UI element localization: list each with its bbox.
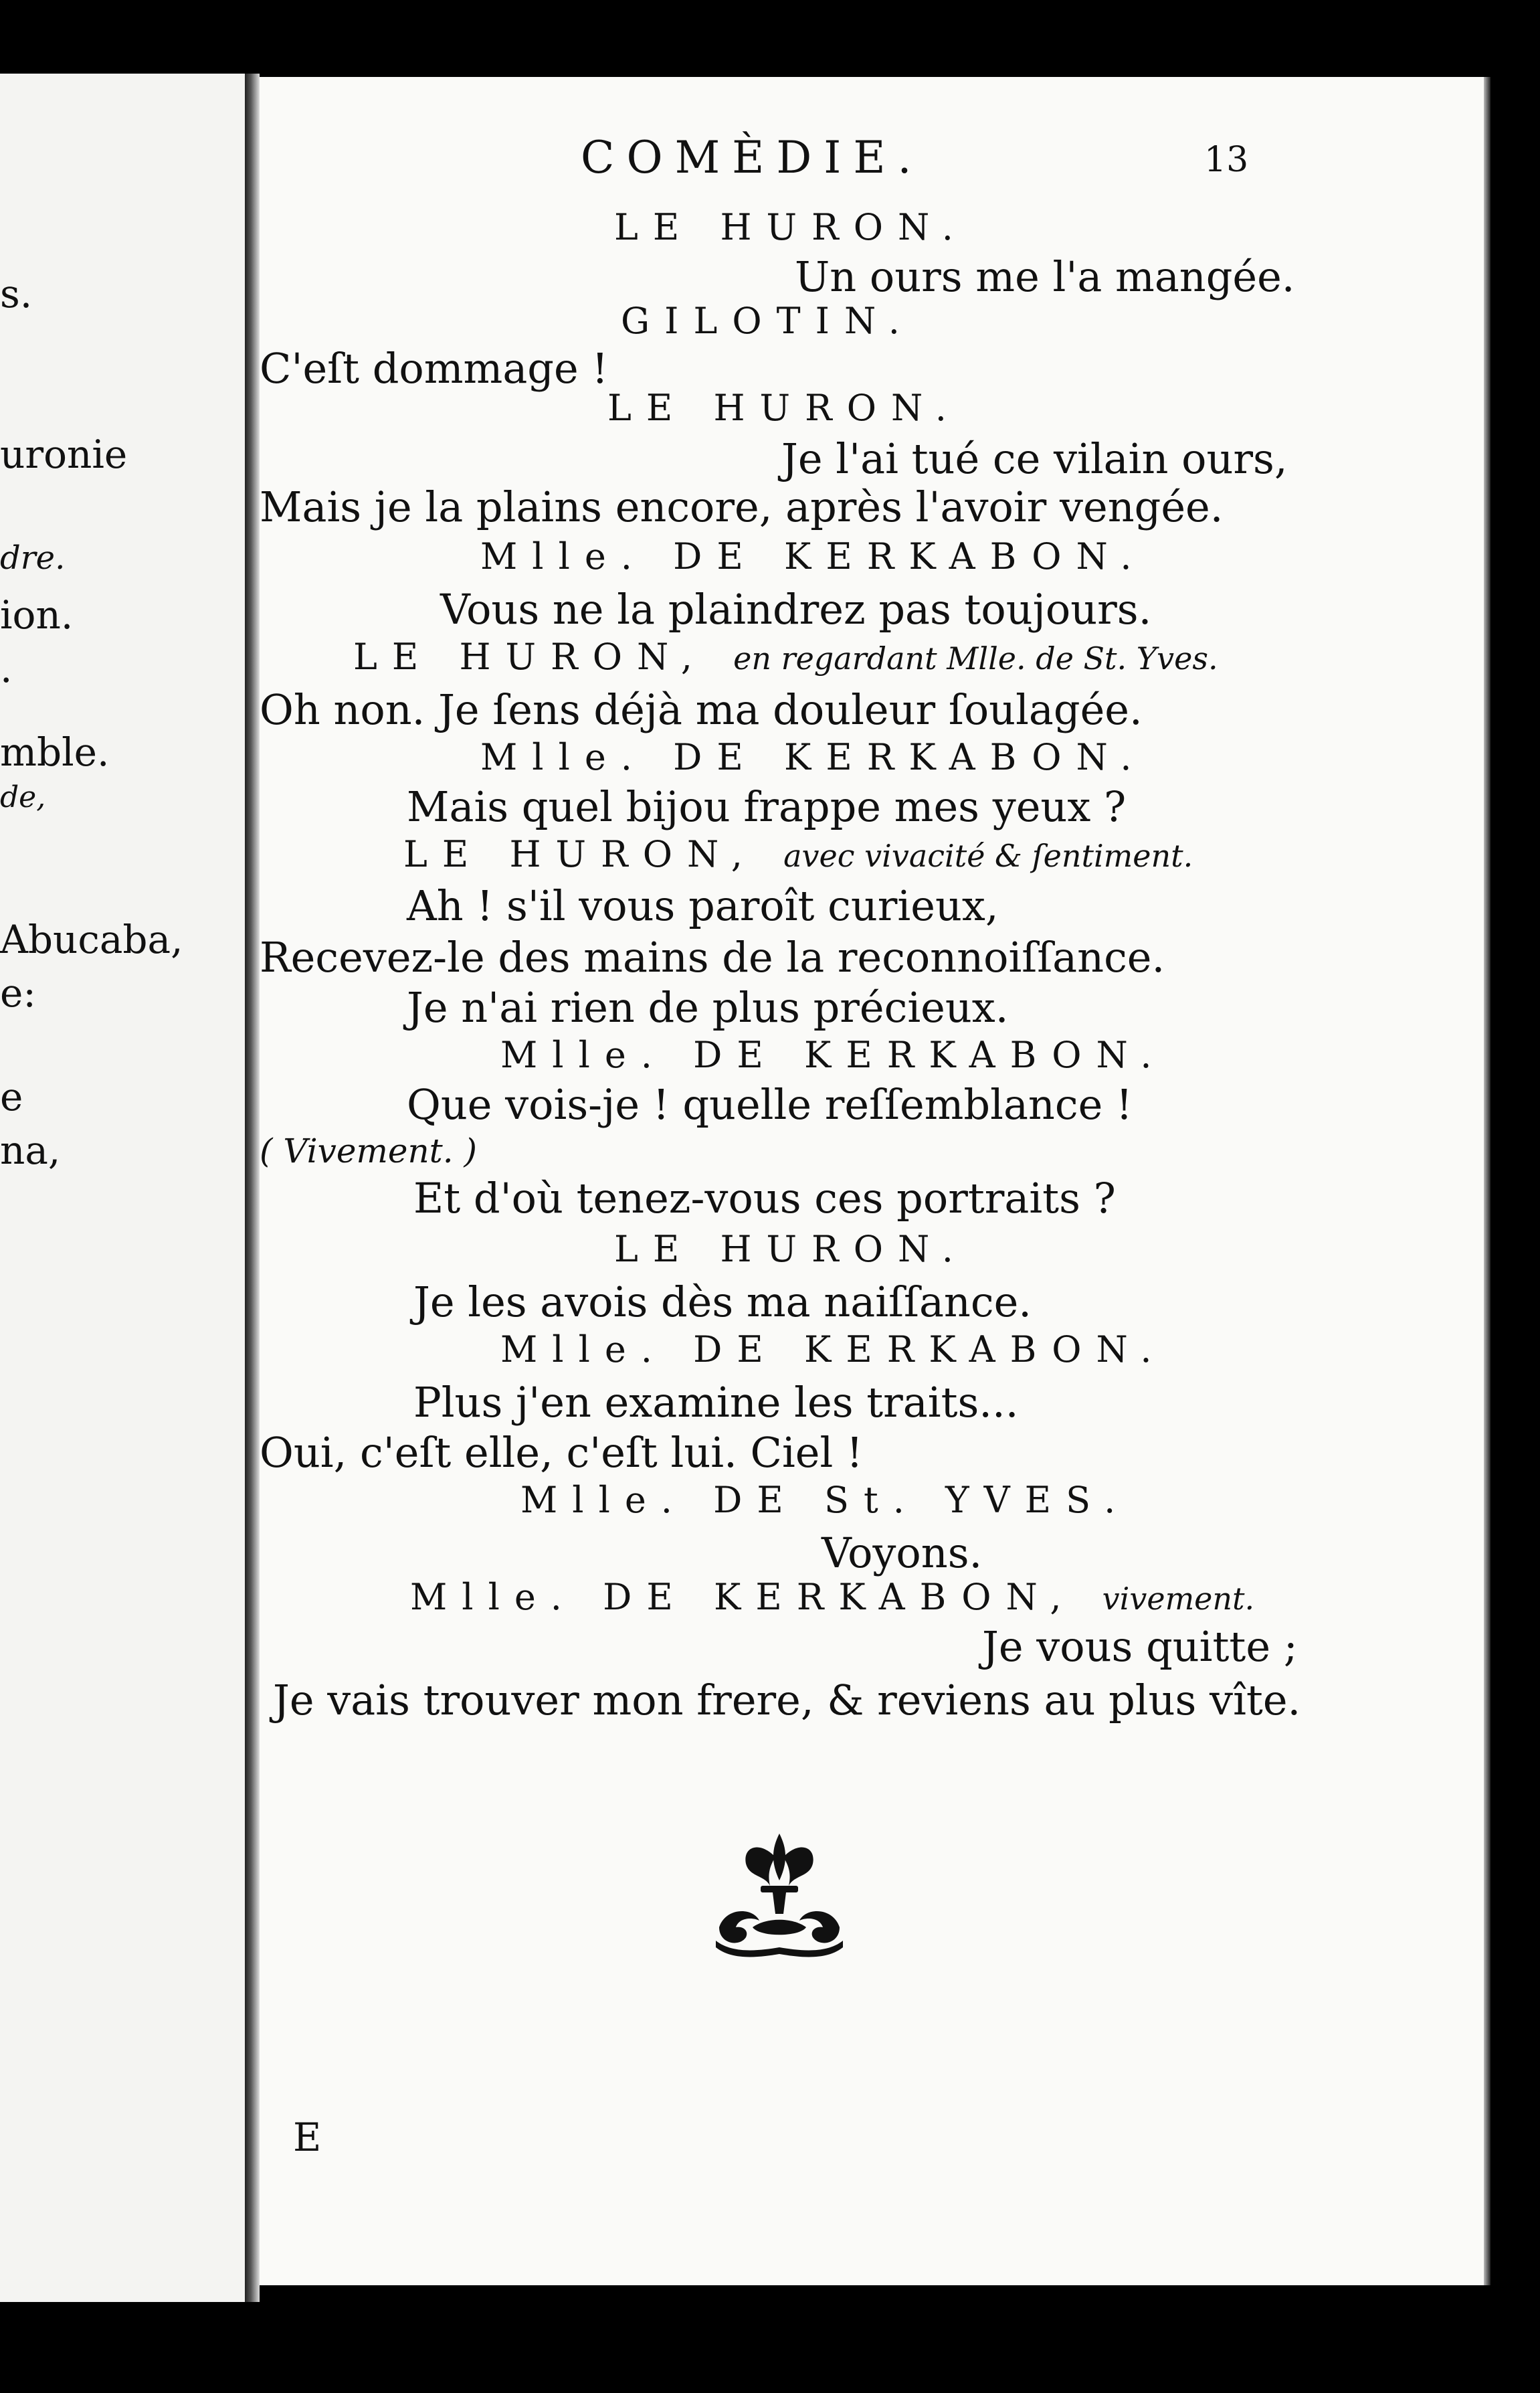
verse-line: Je l'ai tué ce vilain ours,: [781, 434, 1288, 483]
fleur-de-lis-ornament-icon: [706, 1827, 853, 1967]
page-number: 13: [1204, 140, 1249, 180]
verse-line: Je les avois dès ma naiſſance.: [413, 1277, 1032, 1326]
left-fragment: Abucaba,: [0, 917, 183, 962]
left-fragment: na,: [0, 1128, 61, 1173]
left-fragment: .: [0, 646, 13, 691]
stage-direction: vivement.: [1102, 1581, 1255, 1617]
verse-line: Et d'où tenez-vous ces portraits ?: [413, 1174, 1116, 1223]
verse-line: Vous ne la plaindrez pas toujours.: [440, 585, 1152, 634]
verse-line: Je n'ai rien de plus précieux.: [407, 983, 1009, 1032]
speaker-name: LE HURON,: [353, 636, 707, 678]
left-fragment: e:: [0, 970, 36, 1016]
page-13: [260, 77, 1484, 2285]
left-fragment: de,: [0, 780, 46, 814]
speaker-gilotin: GILOTIN.: [621, 300, 915, 342]
running-title: COMÈDIE.: [581, 132, 924, 183]
speaker-le-huron: [403, 833, 1193, 875]
speaker-kerkabon: Mlle. DE KERKABON.: [480, 736, 1147, 778]
stage-direction: avec vivacité & ſentiment.: [783, 838, 1193, 874]
verse-line: Que vois-je ! quelle reſſemblance !: [407, 1080, 1133, 1129]
verse-line: Ah ! s'il vous paroît curieux,: [407, 881, 999, 930]
speaker-name: Mlle. DE KERKABON,: [410, 1576, 1076, 1618]
verse-line: Plus j'en examine les traits...: [413, 1378, 1019, 1427]
verse-line: Je vais trouver mon frere, & reviens au plus vîte.: [273, 1676, 1301, 1724]
left-fragment: mble.: [0, 729, 110, 775]
stage-direction: en regardant Mlle. de St. Yves.: [733, 640, 1218, 677]
verse-line: Recevez-le des mains de la reconnoiſſance.: [260, 933, 1165, 982]
speaker-kerkabon: [410, 1576, 1255, 1618]
verse-line: Mais quel bijou frappe mes yeux ?: [407, 782, 1127, 831]
left-fragment: s.: [0, 271, 33, 317]
stage-direction: ( Vivement. ): [260, 1132, 478, 1170]
verse-line: Voyons.: [822, 1528, 983, 1577]
speaker-kerkabon: Mlle. DE KERKABON.: [500, 1328, 1167, 1370]
verse-line: Oh non. Je ſens déjà ma douleur ſoulagée.: [260, 685, 1143, 734]
speaker-le-huron: LE HURON.: [614, 206, 968, 248]
verse-line: Un ours me l'a mangée.: [795, 252, 1295, 301]
speaker-st-yves: Mlle. DE St. YVES.: [520, 1479, 1131, 1521]
speaker-le-huron: LE HURON.: [607, 387, 961, 429]
speaker-name: LE HURON,: [403, 833, 757, 875]
speaker-le-huron: LE HURON.: [614, 1228, 968, 1270]
left-fragment: e: [0, 1074, 23, 1120]
left-fragment: ion.: [0, 592, 74, 638]
verse-line: C'eſt dommage !: [260, 344, 609, 393]
left-fragment: dre.: [0, 539, 66, 577]
speaker-kerkabon: Mlle. DE KERKABON.: [480, 535, 1147, 578]
speaker-le-huron: [353, 636, 1218, 678]
book-gutter: [245, 74, 260, 2302]
verse-line: Mais je la plains encore, après l'avoir vengée.: [260, 482, 1224, 531]
left-fragment: uronie: [0, 432, 128, 477]
speaker-kerkabon: Mlle. DE KERKABON.: [500, 1034, 1167, 1076]
catchword: E: [293, 2115, 322, 2160]
left-page: [0, 74, 245, 2302]
page-edge: [1484, 77, 1490, 2285]
verse-line: Je vous quitte ;: [982, 1622, 1298, 1671]
verse-line: Oui, c'eſt elle, c'eſt lui. Ciel !: [260, 1428, 863, 1477]
